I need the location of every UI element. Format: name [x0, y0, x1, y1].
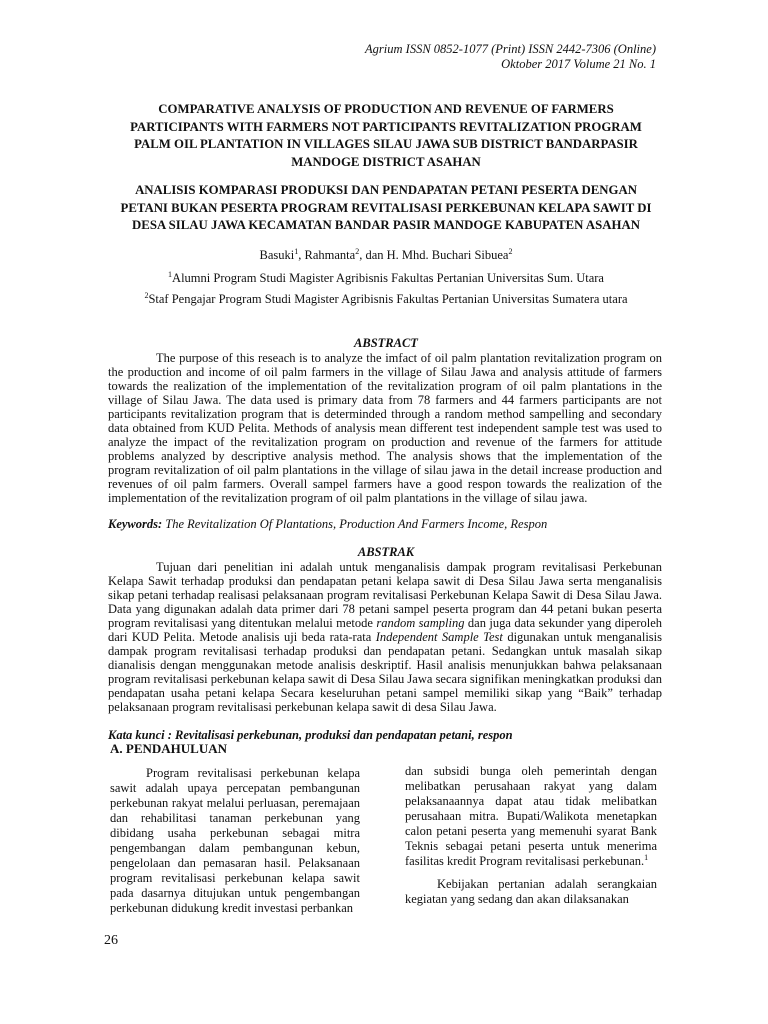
journal-header [365, 42, 656, 72]
title-en-line: COMPARATIVE ANALYSIS OF PRODUCTION AND REVENUE OF FARMERS [158, 102, 614, 116]
title-id-line: DESA SILAU JAWA KECAMATAN BANDAR PASIR MANDOGE KABUPATEN ASAHAN [132, 218, 640, 232]
affiliation-mark: 1 [168, 269, 173, 279]
title-indonesian [112, 182, 660, 235]
body-text: dan subsidi bunga oleh pemerintah dengan melibatkan perusahaan rakyat yang dalam pelaksanaannya dapat atau tidak melibatkan perusahaan mitra. Bupati/Walikota menetapkan calon petani peserta yang memenuhi syarat Bank Teknis sebagai petani peserta untuk menerima fasilitas kredit Program revitalisasi perkebunan. [405, 764, 657, 868]
affiliation-mark: 2 [144, 290, 149, 300]
title-en-line: PARTICIPANTS WITH FARMERS NOT PARTICIPANTS REVITALIZATION PROGRAM [130, 119, 642, 134]
body-column-right [405, 764, 657, 907]
author-list [112, 248, 660, 263]
author-name: , Rahmanta [298, 248, 356, 262]
abstrak-emphasis: Independent Sample Test [375, 630, 503, 644]
keywords-label: Keywords: [108, 517, 163, 531]
section-heading-introduction: A. PENDAHULUAN [110, 741, 227, 756]
author-affiliation-mark: 1 [294, 246, 299, 256]
author-affiliation-mark: 2 [355, 246, 360, 256]
title-id-line: PETANI BUKAN PESERTA PROGRAM REVITALISASI PERKEBUNAN KELAPA SAWIT DI [120, 200, 652, 215]
abstrak-indonesian-text [108, 560, 662, 714]
title-english [112, 101, 660, 171]
keywords-english [108, 517, 662, 532]
abstract-heading: ABSTRACT [354, 336, 418, 350]
abstrak-text-segment: digunakan untuk menganalisis dampak program revitalisasi terhadap produksi dan pendapatan petani. Sedangkan untuk masalah sikap dianalisis dengan menggunakan metode analisis deskriptif. Hasil analisis menunjukkan bahwa pelaksanaan program revitalisasi perkebunan kelapa sawit di Desa Silau Jawa secara signifikan meningkatkan produksi dan pendapatan usaha petani kelapa Secara keseluruhan petani sampel memiliki sikap yang “Baik” terhadap pelaksanaan program revitalisasi perkebunan kelapa sawit di desa Silau Jawa. [108, 630, 662, 714]
abstrak-text-segment: dan juga data sekunder yang diperoleh dari KUD Pelita. Metode analisis uji beda rata-rata [108, 616, 663, 644]
affiliation-text: Alumni Program Studi Magister Agribisnis Fakultas Pertanian Universitas Sum. Utara [172, 271, 604, 285]
footnote-mark: 1 [644, 852, 649, 862]
page-number: 26 [104, 933, 118, 948]
journal-issue: Oktober 2017 Volume 21 No. 1 [501, 57, 656, 71]
title-id-line: ANALISIS KOMPARASI PRODUKSI DAN PENDAPATAN PETANI PESERTA DENGAN [135, 183, 637, 197]
keywords-label: Kata kunci : [108, 728, 172, 742]
title-en-line: PALM OIL PLANTATION IN VILLAGES SILAU JAWA SUB DISTRICT BANDARPASIR [134, 137, 638, 151]
affiliation-text: Staf Pengajar Program Studi Magister Agribisnis Fakultas Pertanian Universitas Sumatera utara [148, 292, 628, 306]
affiliation-1 [112, 271, 660, 286]
abstract-english-text: The purpose of this reseach is to analyze the imfact of oil palm plantation revitalization program on the production and income of oil palm farmers in the village of Silau Jawa and analysis attitude of farmers towards the realization of the implementation of the revitalization program of oil palm plantations in the village of Silau Jawa. The data used is primary data from 78 farmers and 44 farmers participants are not participants revitalization program that is determinded through a random method sampelling and secondary data obtained from KUD Pelita. Methods of analysis mean different test independent sample test was used to analyze the impact of the revitalization program on production and revenue of the farmers for attitude problems analyzed by descriptive analysis method. The analysis shows that the implementation of the program revitalization of oil palm plantations in the village of silau jawa in the detail increase production and revenues of oil palm farmers. Overall sampel farmers have a good respon towards the realization of the implementation of the revitalization program of oil palm plantations in the village of silau jawa. [108, 351, 662, 505]
affiliation-2 [112, 292, 660, 307]
keywords-text: The Revitalization Of Plantations, Production And Farmers Income, Respon [162, 517, 548, 531]
author-name: , dan H. Mhd. Buchari Sibuea [359, 248, 509, 262]
body-paragraph [405, 764, 657, 869]
keywords-text: Revitalisasi perkebunan, produksi dan pendapatan petani, respon [171, 728, 513, 742]
body-column-left: Program revitalisasi perkebunan kelapa sawit adalah upaya percepatan pembangunan perkebunan rakyat melalui perluasan, peremajaan dan rehabilitasi tanaman perkebunan yang dibidang usaha perkebunan sebagai mitra pengembangan dalam pembangunan kebun, pengelolaan dan pemasaran hasil. Pelaksanaan program revitalisasi perkebunan kelapa sawit pada dasarnya ditujukan untuk pengembangan perkebunan didukung kredit investasi perbankan [110, 766, 360, 915]
abstrak-heading: ABSTRAK [357, 545, 415, 559]
abstrak-text-segment: Tujuan dari penelitian ini adalah untuk menganalisis dampak program revitalisasi Perkebunan Kelapa Sawit terhadap produksi dan pendapatan petani kelapa sawit di Desa Silau Jawa serta menganalisis sikap petani terhadap realisasi pelaksanaan program revitalisasi Perkebunan Kelapa Sawit di Desa Silau Jawa. Data yang digunakan adalah data primer dari 78 petani sampel peserta program dan 44 petani bukan peserta program revitalisasi yang ditentukan melalui metode [108, 560, 662, 630]
journal-issn: Agrium ISSN 0852-1077 (Print) ISSN 2442-7306 (Online) [365, 42, 656, 56]
author-name: Basuki [259, 248, 295, 262]
abstrak-emphasis: random sampling [376, 616, 465, 630]
author-affiliation-mark: 2 [508, 246, 513, 256]
title-en-line: MANDOGE DISTRICT ASAHAN [291, 154, 481, 169]
body-paragraph: Kebijakan pertanian adalah serangkaian kegiatan yang sedang dan akan dilaksanakan [405, 877, 657, 906]
